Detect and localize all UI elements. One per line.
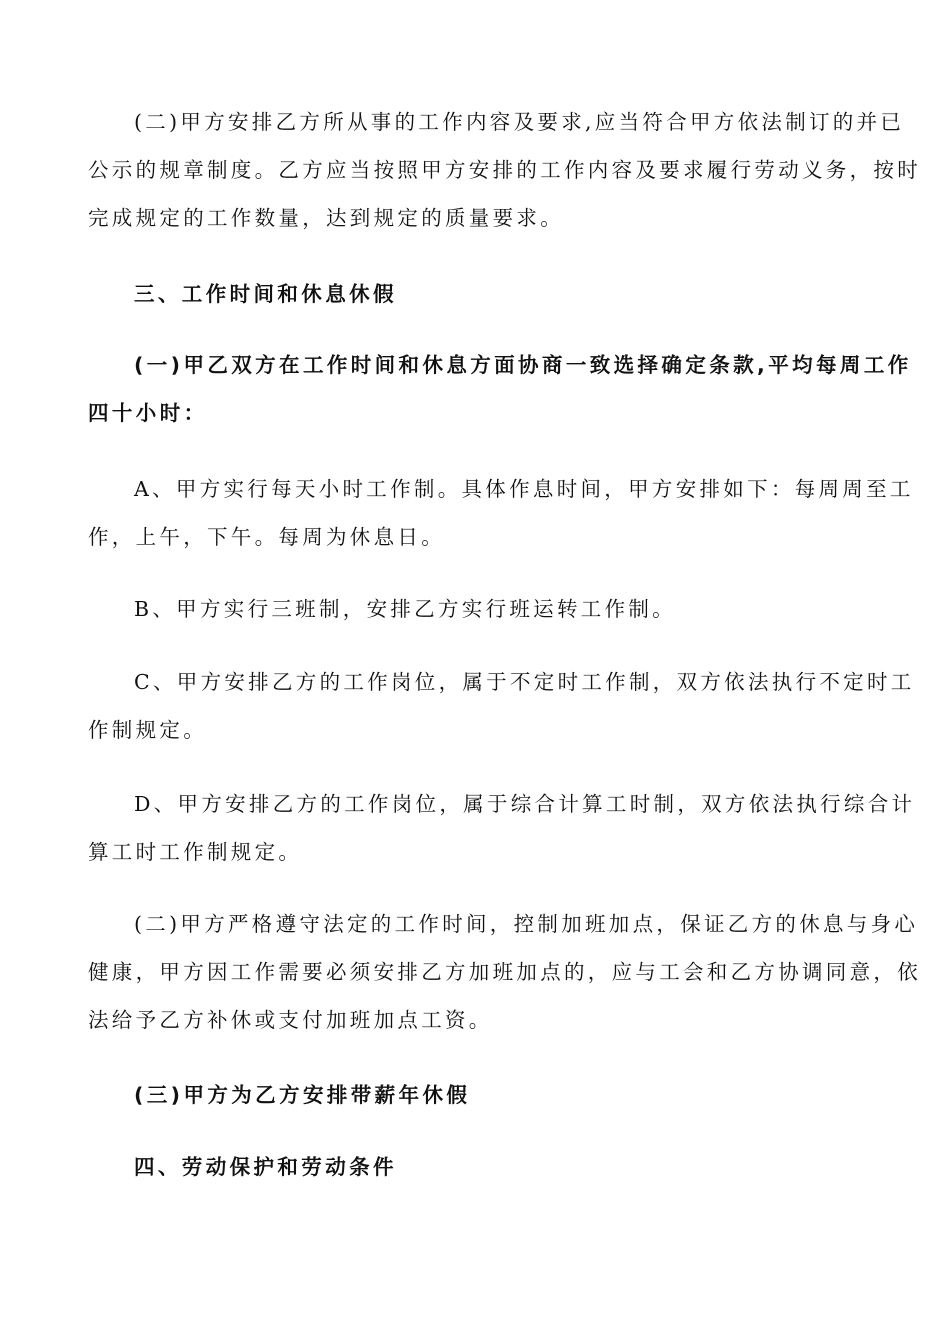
section-heading-4 — [88, 1143, 878, 1191]
text-line: 四十小时： — [88, 401, 208, 425]
section-heading-text: 四、劳动保护和劳动条件 — [134, 1155, 397, 1179]
text-line: (一)甲乙双方在工作时间和休息方面协商一致选择确定条款,平均每周工作 — [134, 353, 912, 377]
paragraph-overtime — [88, 900, 921, 1044]
section-heading-text: 三、工作时间和休息休假 — [134, 282, 397, 306]
text-line: 公示的规章制度。乙方应当按照甲方安排的工作内容及要求履行劳动义务，按时 — [88, 158, 921, 182]
paragraph-option-b — [88, 585, 878, 633]
paragraph-working-hours — [88, 341, 912, 437]
paragraph-option-c — [88, 658, 915, 754]
text-line: B、甲方实行三班制，安排乙方实行班运转工作制。 — [134, 597, 676, 621]
text-line: C、甲方安排乙方的工作岗位，属于不定时工作制，双方依法执行不定时工 — [134, 670, 915, 694]
text-line: (三)甲方为乙方安排带薪年休假 — [134, 1083, 471, 1107]
paragraph-option-a — [88, 465, 914, 561]
section-heading-3 — [88, 270, 878, 318]
text-line: (二)甲方严格遵守法定的工作时间，控制加班加点，保证乙方的休息与身心 — [134, 912, 919, 936]
text-line: A、甲方实行每天小时工作制。具体作息时间，甲方安排如下：每周周至工 — [134, 477, 914, 501]
text-line: (二)甲方安排乙方所从事的工作内容及要求,应当符合甲方依法制订的并已 — [134, 110, 905, 134]
text-line: 算工时工作制规定。 — [88, 840, 303, 864]
text-line: 健康，甲方因工作需要必须安排乙方加班加点的，应与工会和乙方协调同意，依 — [88, 960, 921, 984]
text-line: D、甲方安排乙方的工作岗位，属于综合计算工时制，双方依法执行综合计 — [134, 792, 916, 816]
paragraph-work-content — [88, 98, 921, 242]
text-line: 法给予乙方补休或支付加班加点工资。 — [88, 1008, 493, 1032]
text-line: 完成规定的工作数量，达到规定的质量要求。 — [88, 206, 564, 230]
paragraph-annual-leave — [88, 1071, 878, 1119]
paragraph-option-d — [88, 780, 916, 876]
text-line: 作制规定。 — [88, 718, 207, 742]
text-line: 作，上午，下午。每周为休息日。 — [88, 525, 445, 549]
